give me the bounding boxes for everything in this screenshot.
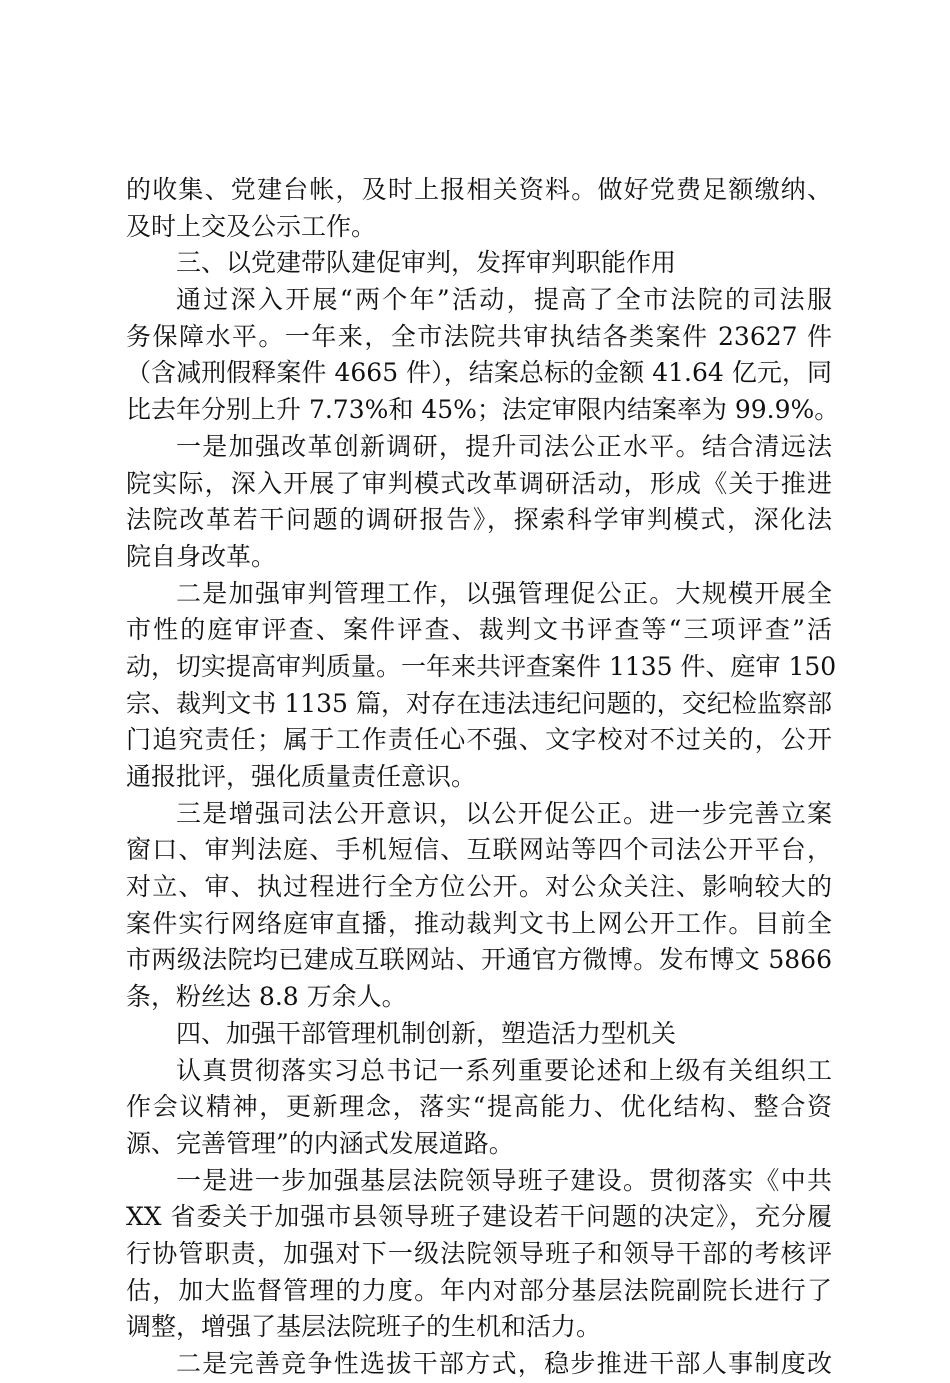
text-line: 的收集、党建台帐，及时上报相关资料。做好党费足额缴纳、 [126, 175, 832, 204]
paragraph-two-years [126, 282, 840, 429]
text-line: 院实际，深入开展了审判模式改革调研活动，形成《关于推进 [126, 468, 832, 498]
text-line: 调整，增强了基层法院班子的生机和活力。 [126, 1312, 602, 1342]
text-line: 三、以党建带队建促审判，发挥审判职能作用 [176, 248, 677, 278]
text-line: 二是加强审判管理工作，以强管理促公正。大规模开展全 [176, 578, 832, 608]
text-line: XX 省委关于加强市县领导班子建设若干问题的决定》，充分履 [126, 1202, 832, 1232]
text-line: 及时上交及公示工作。 [126, 211, 377, 241]
text-line: 宗、裁判文书 1135 篇，对存在违法违纪问题的，交纪检监察部 [126, 688, 832, 718]
paragraph-cadre-selection [126, 1346, 832, 1383]
text-line: 条，粉丝达 8.8 万余人。 [126, 982, 407, 1012]
text-line: 一是加强改革创新调研，提升司法公正水平。结合清远法 [176, 431, 832, 461]
text-line: 务保障水平。一年来，全市法院共审执结各类案件 23627 件 [126, 321, 832, 351]
text-line: 比去年分别上升 7.73%和 45%；法定审限内结案率为 99.9%。 [126, 395, 840, 425]
text-line: 门追究责任；属于工作责任心不强、文字校对不过关的，公开 [126, 725, 832, 755]
paragraph-leadership-building [126, 1163, 832, 1346]
text-line: 作会议精神，更新理念，落实“提高能力、优化结构、整合资 [126, 1092, 832, 1122]
text-line: 院自身改革。 [126, 541, 277, 571]
text-line: 窗口、审判法庭、手机短信、互联网站等四个司法公开平台， [126, 835, 832, 865]
text-line: 通过深入开展“两个年”活动，提高了全市法院的司法服 [176, 285, 832, 315]
text-line: 估，加大监督管理的力度。年内对部分基层法院副院长进行了 [126, 1275, 832, 1305]
paragraph-party-materials [126, 172, 832, 245]
text-line: 动，切实提高审判质量。一年来共评查案件 1135 件、庭审 150 [126, 651, 837, 681]
paragraph-trial-management [126, 576, 837, 796]
text-line: 三是增强司法公开意识，以公开促公正。进一步完善立案 [176, 798, 832, 828]
paragraph-reform-research [126, 429, 832, 576]
paragraph-judicial-openness [126, 796, 832, 1016]
text-line: 案件实行网络庭审直播，推动裁判文书上网公开工作。目前全 [126, 908, 832, 938]
text-line: 市两级法院均已建成互联网站、开通官方微博。发布博文 5866 [126, 945, 832, 975]
text-line: 四、加强干部管理机制创新，塑造活力型机关 [176, 1018, 677, 1048]
text-line: 对立、审、执过程进行全方位公开。对公众关注、影响较大的 [126, 872, 832, 902]
text-line: 行协管职责，加强对下一级法院领导班子和领导干部的考核评 [126, 1238, 832, 1268]
text-line: 源、完善管理”的内涵式发展道路。 [126, 1128, 514, 1158]
document-page [126, 172, 840, 1383]
text-line: （含减刑假释案件 4665 件），结案总标的金额 41.64 亿元，同 [126, 358, 832, 388]
paragraph-implementation [126, 1053, 832, 1163]
section-heading-3 [126, 245, 832, 282]
text-line: 二是完善竞争性选拔干部方式，稳步推进干部人事制度改 [176, 1349, 832, 1378]
section-heading-4 [126, 1016, 832, 1053]
text-line: 一是进一步加强基层法院领导班子建设。贯彻落实《中共 [176, 1165, 832, 1195]
text-line: 法院改革若干问题的调研报告》，探索科学审判模式，深化法 [126, 505, 832, 535]
text-line: 通报批评，强化质量责任意识。 [126, 762, 477, 791]
text-line: 市性的庭审评查、案件评查、裁判文书评查等“三项评查”活 [126, 615, 832, 645]
text-line: 认真贯彻落实习总书记一系列重要论述和上级有关组织工 [176, 1055, 832, 1085]
